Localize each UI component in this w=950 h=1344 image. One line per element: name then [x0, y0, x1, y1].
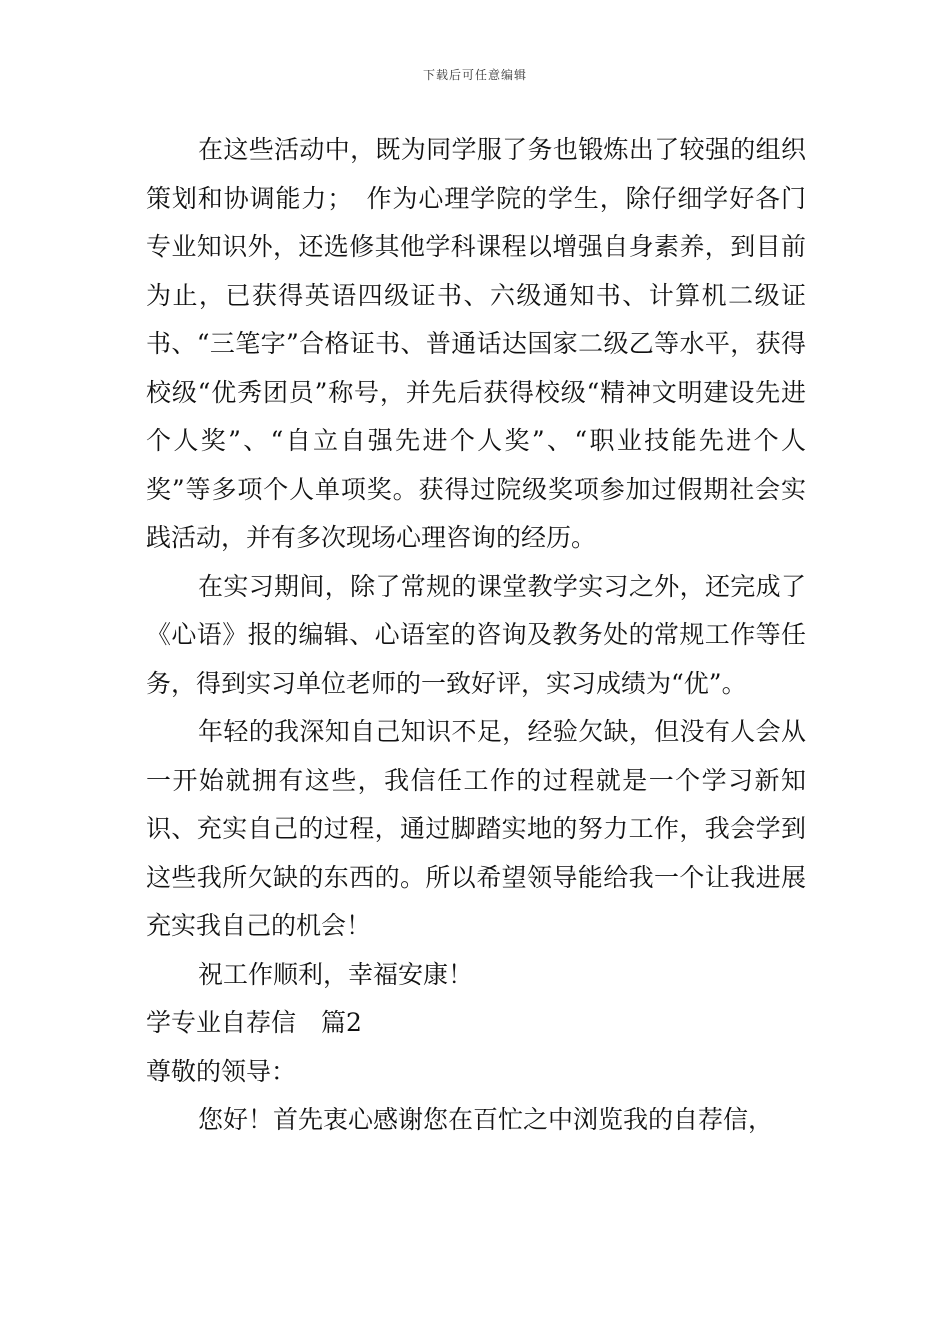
salutation: 尊敬的领导： — [146, 1056, 297, 1086]
paragraph-opening: 您好！首先衷心感谢您在百忙之中浏览我的自荐信， — [198, 1105, 774, 1134]
document-body — [146, 126, 806, 1145]
paragraph-aspiration: 年轻的我深知自己知识不足，经验欠缺，但没有人会从一开始就拥有这些，我信任工作的过程就是一个学习新知识、充实自己的过程，通过脚踏实地的努力工作，我会学到这些我所欠缺的东西的。所以希望领导能给我一个让我进展充实我自己的机会！ — [146, 717, 806, 940]
paragraph-activities: 在这些活动中，既为同学服了务也锻炼出了较强的组织策划和协调能力； 作为心理学院的学生，除仔细学好各门专业知识外，还选修其他学科课程以增强自身素养，到目前为止，已获得英语四级证书、六级通知书、计算机二级证书、“三笔字”合格证书、普通话达国家二级乙等水平，获得校级“优秀团员”称号，并先后获得校级“精神文明建设先进个人奖”、“自立自强先进个人奖”、“职业技能先进个人奖”等多项个人单项奖。获得过院级奖项参加过假期社会实践活动，并有多次现场心理咨询的经历。 — [146, 135, 806, 552]
paragraph-closing-wish: 祝工作顺利，幸福安康！ — [198, 959, 474, 989]
paragraph-internship: 在实习期间，除了常规的课堂教学实习之外，还完成了《心语》报的编辑、心语室的咨询及教务处的常规工作等任务，得到实习单位老师的一致好评，实习成绩为“优”。 — [146, 571, 806, 698]
page-header: 下载后可任意编辑 — [422, 68, 527, 82]
section-title: 学专业自荐信 篇2 — [146, 1008, 362, 1037]
